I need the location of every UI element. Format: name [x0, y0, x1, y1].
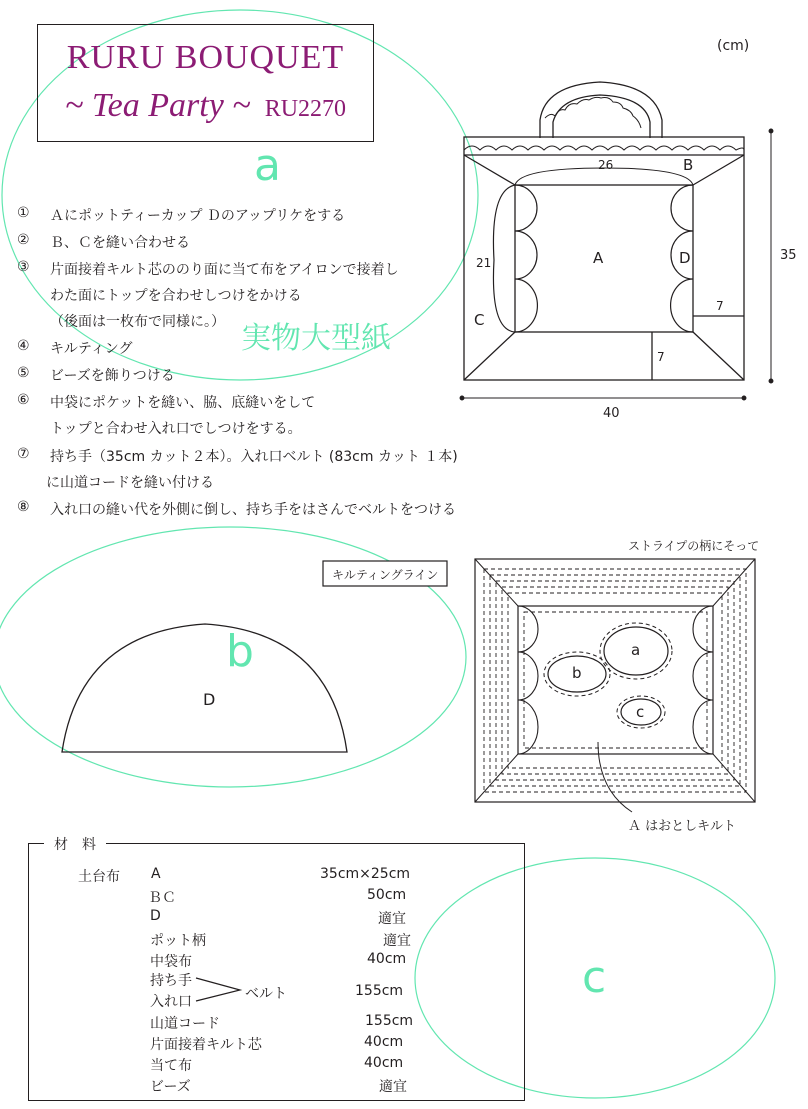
material-name: 山道コード — [150, 1016, 220, 1032]
step-number: ⑧ — [17, 499, 30, 515]
project-name: ~ Tea Party ~ — [64, 87, 251, 124]
step-number: ⑥ — [17, 392, 30, 408]
step-text: ビーズを飾りつける — [50, 368, 175, 384]
step-number: ① — [17, 205, 30, 221]
material-amount: 155cm — [365, 1013, 414, 1029]
panel-c-curve — [493, 185, 515, 332]
material-amount: 40cm — [367, 951, 407, 967]
bag-cord-wave — [464, 146, 744, 150]
step-number: ⑦ — [17, 446, 30, 462]
pattern-b-letter: b — [226, 626, 254, 677]
part-a-label: A — [593, 249, 604, 267]
material-name: 入れ口 — [150, 994, 192, 1010]
oval-a-label: a — [631, 641, 641, 659]
oval-b-label: b — [572, 664, 582, 682]
material-name: A — [151, 866, 161, 882]
step-text-continued: わた面にトップを合わせしつけをかける — [50, 288, 302, 304]
step-text-continued: に山道コードを縫い付ける — [46, 475, 214, 491]
material-name: ビーズ — [150, 1079, 191, 1095]
material-amount: 適宜 — [379, 1079, 407, 1095]
dim-top-label: 26 — [598, 158, 614, 172]
pattern-c-letter: c — [582, 952, 607, 1003]
dim-pocket-w-label: 7 — [716, 299, 724, 313]
step-text-continued: （後面は一枚布で同様に。） — [50, 314, 225, 330]
material-name: 片面接着キルト芯 — [150, 1037, 262, 1053]
template-d-label: D — [203, 690, 216, 709]
step-number: ② — [17, 232, 30, 248]
dim-width-label: 40 — [603, 406, 620, 421]
oval-c-label: c — [636, 703, 645, 721]
title-box — [37, 24, 374, 142]
belt-amount: 155cm — [355, 983, 404, 999]
material-amount: 35cm×25cm — [320, 866, 411, 882]
material-name: ポット柄 — [150, 933, 206, 949]
step-text-continued: トップと合わせ入れ口でしつけをする。 — [50, 421, 302, 437]
part-c-label: C — [474, 311, 485, 329]
step-number: ③ — [17, 259, 30, 275]
actual-size-label: 実物大型紙 — [241, 321, 391, 356]
belt-label: ベルト — [245, 986, 287, 1002]
step-text: 持ち手（35cm カット２本）。入れ口ベルト (83cm カット １本) — [50, 449, 458, 465]
product-code: RU2270 — [264, 96, 347, 122]
step-text: キルティング — [50, 341, 133, 357]
dim-side-label: 21 — [476, 256, 492, 270]
material-name: D — [150, 908, 161, 924]
material-amount: 40cm — [364, 1055, 404, 1071]
base-fabric-label: 土台布 — [78, 869, 120, 885]
step-text: 中袋にポケットを縫い、脇、底縫いをして — [50, 395, 316, 411]
bag-outline — [464, 137, 744, 380]
material-amount: 適宜 — [378, 911, 406, 927]
template-d-shape — [62, 624, 347, 752]
step-number: ④ — [17, 338, 30, 354]
materials-title: 材 料 — [44, 834, 106, 854]
step-text: 片面接着キルト芯ののり面に当て布をアイロンで接着し — [50, 262, 399, 278]
stripe-note: ストライプの柄にそって — [628, 539, 760, 553]
material-amount: 50cm — [367, 887, 407, 903]
step-text: 入れ口の縫い代を外側に倒し、持ち手をはさんでベルトをつける — [50, 502, 456, 518]
step-number: ⑤ — [17, 365, 30, 381]
dim-height-label: 35 — [780, 248, 797, 263]
step-text: Ｂ、Ｃを縫い合わせる — [50, 235, 190, 251]
dim-pocket-h-label: 7 — [657, 350, 665, 364]
part-b-label: B — [683, 156, 694, 174]
quilting-line-label: キルティングライン — [332, 568, 439, 582]
material-name: 中袋布 — [150, 954, 192, 970]
material-name: 持ち手 — [150, 973, 192, 989]
material-amount: 適宜 — [383, 933, 411, 949]
pattern-a-letter: a — [254, 140, 281, 191]
quilt-diagram — [475, 559, 755, 812]
step-text: Ａにポットティーカップ Ｄのアップリケをする — [50, 208, 346, 224]
project-title — [38, 87, 373, 125]
drop-quilt-note: Ａ はおとしキルト — [628, 819, 737, 834]
material-amount: 40cm — [364, 1034, 404, 1050]
bag-diagram — [460, 82, 773, 400]
material-name: ＢＣ — [148, 890, 176, 906]
panel-a — [515, 185, 693, 332]
brand-title: RURU BOUQUET — [66, 39, 345, 76]
unit-label: (cm) — [717, 38, 750, 54]
material-name: 当て布 — [150, 1058, 192, 1074]
part-d-label: D — [679, 249, 691, 267]
